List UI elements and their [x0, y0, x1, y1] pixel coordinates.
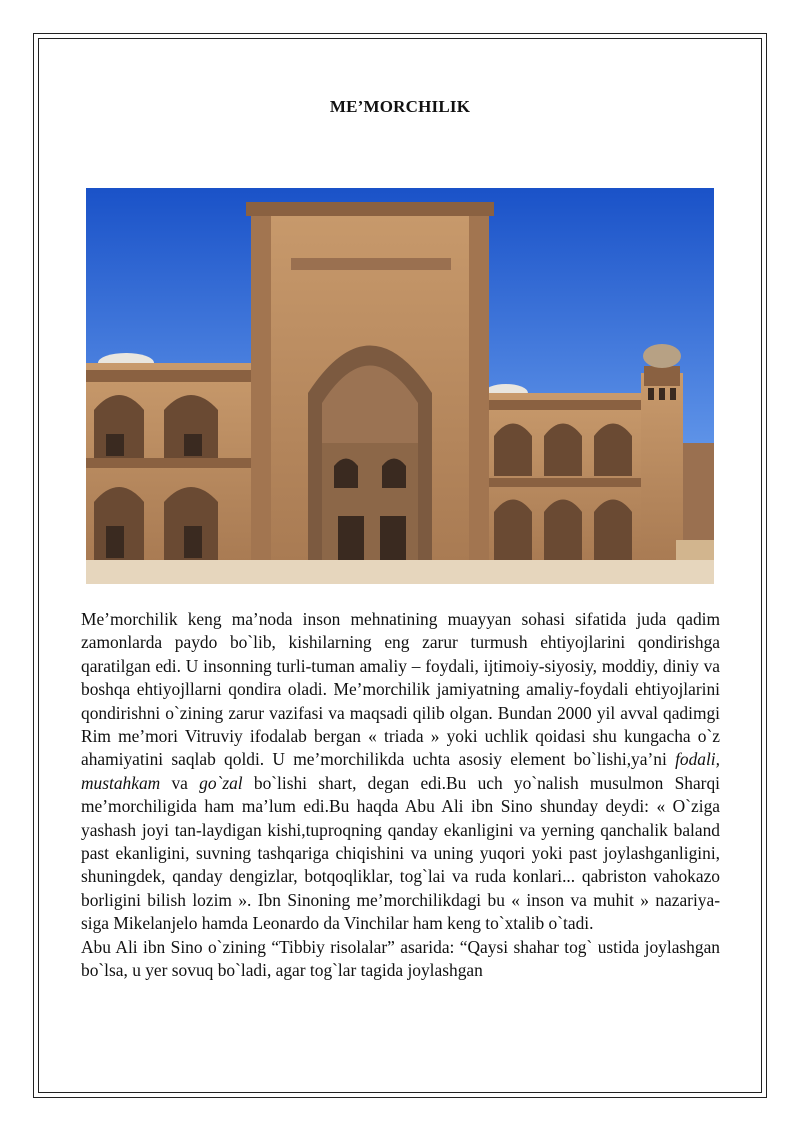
page-title: ME’MORCHILIK: [329, 97, 471, 116]
madrasa-photo: [86, 188, 714, 584]
paragraph-1-part-3: bo`lishi shart, degan edi.Bu uch yo`nalish musulmon Sharqi me’morchiligida ham ma’lum edi.Bu haqda Abu Ali ibn Sino shunday deydi: « O`ziga yashash joyi tan-laydigan kishi,tuproqning qanday ekanligini va yerning qanchalik baland past ekanligini, suvning tashqariga chiqishini va uning yuqori yoki past joylashganligini, shuningdek, qanday dengizlar, botqoqliklar, tog`lai va ruda konlari... qabriston vahokazo borligini bilish lozim ». Ibn Sinoning me’morchilikdagi bu « inson va muhit » nazariya-siga Mikelanjelo hamda Leonardo da Vinchilar ham keng to`xtalib o`tadi.: [81, 772, 720, 934]
paragraph-1-part-1: Me’morchilik keng ma’noda inson mehnatining muayyan sohasi sifatida juda qadim zamonlarda paydo bo`lib, kishilarning eng zarur turmush ehtiyojlarini qondirishga qaratilgan edi. U insonning turli-tuman amaliy – foydali, ijtimoiy-siyosiy, moddiy, diniy va boshqa ehtiyojllarni qondira oladi. Me’morchilik jamiyatning amaliy-foydali ehtiyojlarini qondirishni o`zining zarur vazifasi va maqsadi qilib olgan. Bundan 2000 yil avval qadimgi Rim me’mori Vitruviy ifodalab bergan « triada » yoki uchlik qoidasi shu kungacha o`z ahamiyatini saqlab qoldi. U me’morchilikda uchta asosiy element bo`lishi,ya’ni: [81, 609, 720, 770]
paragraph-1: [81, 608, 720, 936]
paragraph-1-italic-2: go`zal: [199, 772, 243, 793]
article-body: [81, 608, 720, 983]
paragraph-1-part-2: va: [160, 772, 200, 793]
paragraph-1-italic-1: fodali, mustahkam: [81, 749, 720, 793]
madrasa-architecture-photo-icon: [86, 188, 714, 584]
paragraph-2: Abu Ali ibn Sino o`zining “Tibbiy risolalar” asarida: “Qaysi shahar tog` ustida joylashgan bo`lsa, u yer sovuq bo`ladi, agar tog`lar tagida joylashgan: [81, 936, 720, 981]
